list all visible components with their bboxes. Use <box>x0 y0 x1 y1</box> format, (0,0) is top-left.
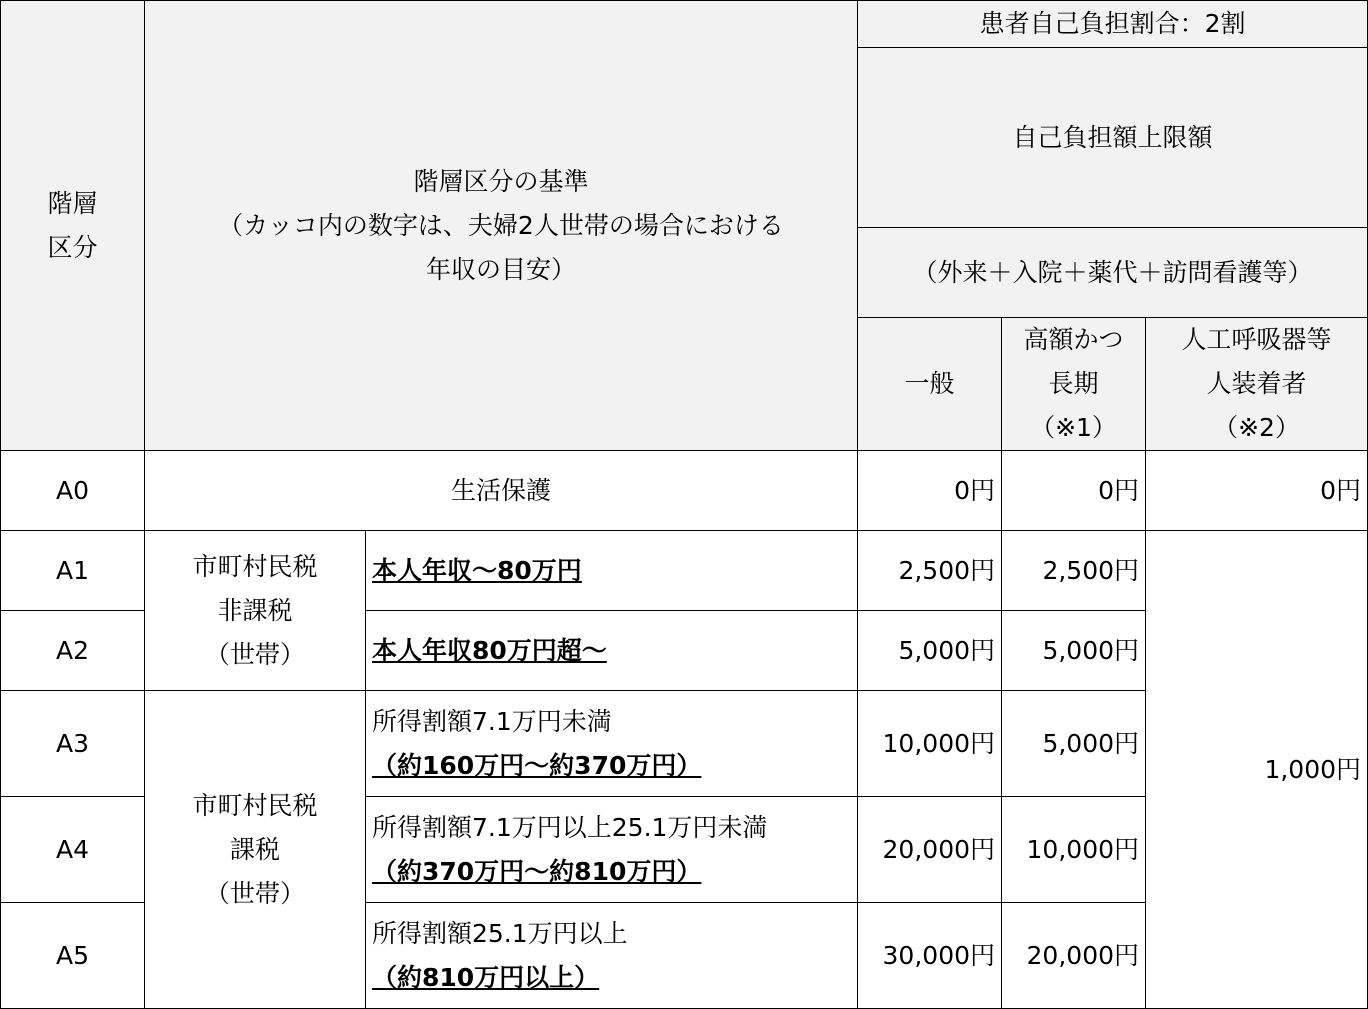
tier-header: 階層 区分 <box>1 1 145 451</box>
income-estimate-text: （約160万円～約370万円） <box>372 750 702 780</box>
general-amount-cell: 30,000円 <box>858 903 1002 1009</box>
high-long-amount-cell: 5,000円 <box>1002 611 1146 691</box>
tier-cell: A5 <box>1 903 145 1009</box>
high-long-amount-cell: 5,000円 <box>1002 691 1146 797</box>
tier-cell: A4 <box>1 797 145 903</box>
ventilator-column-header: 人工呼吸器等 人装着者 （※2） <box>1146 318 1368 451</box>
income-estimate-text: （約370万円～約810万円） <box>372 856 702 886</box>
tier-cell: A1 <box>1 531 145 611</box>
ventilator-shared-amount-cell: 1,000円 <box>1146 531 1368 1009</box>
criteria-text: 本人年収～80万円 <box>372 555 582 585</box>
table-row <box>1 531 1368 611</box>
criteria-cell <box>366 531 858 611</box>
income-estimate-text: （約810万円以上） <box>372 962 600 992</box>
tier-cell: A0 <box>1 451 145 531</box>
high-long-amount-cell: 10,000円 <box>1002 797 1146 903</box>
criteria-text: 所得割額25.1万円以上 <box>372 918 628 948</box>
high-long-column-header: 高額かつ 長期 （※1） <box>1002 318 1146 451</box>
ventilator-amount-cell: 0円 <box>1146 451 1368 531</box>
scope-header: （外来＋入院＋薬代＋訪問看護等） <box>858 228 1368 318</box>
high-long-amount-cell: 2,500円 <box>1002 531 1146 611</box>
ratio-header: 患者自己負担割合：2割 <box>858 1 1368 48</box>
criteria-cell <box>366 903 858 1009</box>
limit-header: 自己負担額上限額 <box>858 48 1368 228</box>
tier-cell: A2 <box>1 611 145 691</box>
criteria-cell <box>366 691 858 797</box>
non-taxable-group-cell: 市町村民税 非課税 （世帯） <box>145 531 366 691</box>
criteria-cell: 生活保護 <box>145 451 858 531</box>
high-long-amount-cell: 0円 <box>1002 451 1146 531</box>
general-amount-cell: 5,000円 <box>858 611 1002 691</box>
general-column-header: 一般 <box>858 318 1002 451</box>
criteria-header: 階層区分の基準 （カッコ内の数字は、夫婦2人世帯の場合における 年収の目安） <box>145 1 858 451</box>
criteria-text: 所得割額7.1万円未満 <box>372 706 612 736</box>
general-amount-cell: 0円 <box>858 451 1002 531</box>
criteria-cell <box>366 797 858 903</box>
high-long-amount-cell: 20,000円 <box>1002 903 1146 1009</box>
general-amount-cell: 20,000円 <box>858 797 1002 903</box>
taxable-group-cell: 市町村民税 課税 （世帯） <box>145 691 366 1009</box>
criteria-text: 本人年収80万円超～ <box>372 635 607 665</box>
criteria-cell <box>366 611 858 691</box>
general-amount-cell: 2,500円 <box>858 531 1002 611</box>
tier-cell: A3 <box>1 691 145 797</box>
criteria-text: 所得割額7.1万円以上25.1万円未満 <box>372 812 768 842</box>
table-row <box>1 451 1368 531</box>
general-amount-cell: 10,000円 <box>858 691 1002 797</box>
